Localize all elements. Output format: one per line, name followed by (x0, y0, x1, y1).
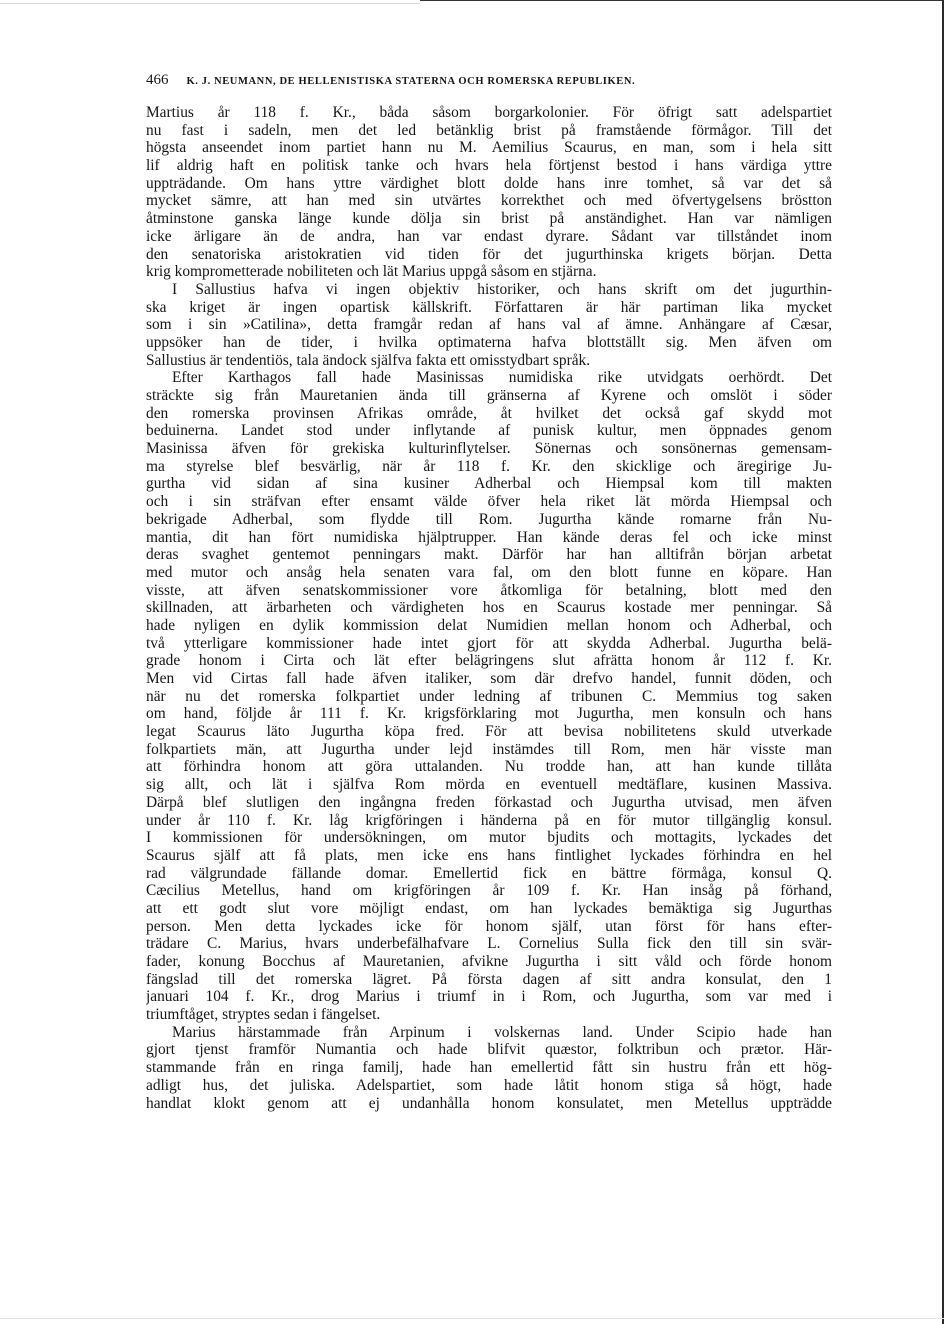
text-line: mycket sämre, att han med sin utvärtes korrekthet och med öfvertygelsens bröstton (146, 192, 832, 210)
text-line: mantia, dit han fört numidiska hjälptrupper. Han kände deras fel och icke minst (146, 528, 832, 546)
text-line: trädare C. Marius, hvars underbefälhafvare L. Cornelius Sulla fick den till sin svär- (146, 935, 832, 953)
text-line: gjort tjenst framför Numantia och hade blifvit quæstor, folktribun och prætor. Här- (146, 1041, 832, 1059)
text-line: fängslad till det romerska lägret. På första dagen af sitt andra konsulat, den 1 (146, 970, 832, 988)
text-line: fader, konung Bocchus af Mauretanien, afvikne Jugurtha i sitt våld och förde honom (146, 953, 832, 970)
text-line: nu fast i sadeln, men det led betänklig brist på framstående förmågor. Till det (146, 121, 832, 139)
text-line: högsta anseendet inom partiet hann nu M. Aemilius Scaurus, en man, som i hela sitt (146, 139, 832, 157)
text-line: Scaurus själf att få plats, men icke ens hans fintlighet lyckades förhindra en hel (146, 846, 832, 864)
text-line: legat Scaurus läto Jugurtha köpa fred. För att bevisa nobilitetens skuld utverkade (146, 723, 832, 741)
text-line: ma styrelse blef besvärlig, när år 118 f. Kr. den skicklige och äregirige Ju- (146, 457, 832, 475)
text-line: att förhindra honom att göra uttalanden. Nu trodde han, att han kunde tillåta (146, 758, 832, 776)
scan-line (0, 3, 420, 4)
text-line: och i sin sträfvan efter ensamt välde öfver hela riket lät mörda Hiempsal och (146, 493, 832, 511)
text-line: triumftåget, stryptes sedan i fängelset. (146, 1006, 381, 1024)
scan-edge-bottom (0, 1318, 944, 1319)
running-head: K. J. NEUMANN, DE HELLENISTISKA STATERNA OCH ROMERSKA REPUBLIKEN. (186, 76, 636, 87)
text-line: folkpartiets män, att Jugurtha under lejd instämdes till Rom, men här visste man (146, 740, 832, 758)
text-line: grade honom i Cirta och lät efter belägringens slut afrätta honom år 112 f. Kr. (146, 652, 832, 670)
text-line: om hand, följde år 111 f. Kr. krigsförklaring mot Jugurtha, men konsuln och hans (146, 705, 832, 723)
text-line: I Sallustius hafva vi ingen objektiv historiker, och hans skrift om det jugurthin- (172, 280, 832, 298)
page-number: 466 (146, 72, 169, 88)
text-line: att ett godt slut vore möjligt endast, om han lyckades bemäktiga sig Jugurthas (146, 899, 832, 917)
scan-line (420, 0, 944, 1)
text-line: åtminstone ganska länge kunde dölja sin brist på anständighet. Han var nämligen (146, 210, 832, 228)
text-line: den romerska provinsen Afrikas område, åt hvilket det också gaf skydd mot (146, 404, 832, 422)
text-line: sig allt, och lät i själfva Rom mörda en eventuell medtäflare, kusinen Massiva. (146, 776, 832, 794)
text-line: under år 110 f. Kr. låg krigföringen i händerna på en för mutor tillgänglig konsul. (146, 811, 832, 829)
text-line: som i sin »Catilina», detta framgår redan af hans val af ämne. Anhängare af Cæsar, (146, 316, 832, 334)
text-line: bekrigade Adherbal, som flydde till Rom. Jugurtha kände romarne från Nu- (146, 510, 832, 528)
text-line: Därpå blef slutligen den ingångna freden förkastad och Jugurtha utvisad, men äfven (146, 793, 832, 811)
text-line: beduinerna. Landet stod under inflytande af punisk kultur, men öppnades genom (146, 422, 832, 440)
text-line: Men vid Cirtas fall hade äfven italiker, som där drefvo handel, funnit döden, och (146, 670, 832, 687)
text-line: krig komprometterade nobiliteten och lät Marius uppgå såsom en stjärna. (146, 263, 597, 281)
page-header (146, 72, 832, 90)
text-line: lif aldrig haft en politisk tanke och hvars hela förtjenst bestod i hans värdiga yttre (146, 157, 832, 175)
text-line: deras svaghet gentemot penningars makt. Därför har han alltifrån början arbetat (146, 546, 832, 564)
text-line: Sallustius är tendentiös, tala ändock själfva fakta ett omisstydbart språk. (146, 351, 591, 369)
text-line: skillnaden, att ärbarheten och värdigheten hos en Scaurus kostade mer penningar. Så (146, 599, 832, 617)
text-line: gurtha vid sidan af sina kusiner Adherbal och Hiempsal kom till makten (146, 475, 832, 493)
text-line: hade nyligen en dylik kommission delat Numidien mellan honom och Adherbal, och (146, 616, 832, 634)
text-line: handlat klokt genom att ej undanhålla honom konsulatet, men Metellus uppträdde (146, 1094, 832, 1112)
text-line: stammande från en ringa familj, hade han emellertid fått sin hustru från ett hög- (146, 1059, 832, 1077)
text-line: Cæcilius Metellus, hand om krigföringen år 109 f. Kr. Han insåg på förhand, (146, 882, 832, 900)
text-line: två ytterligare kommissioner hade intet gjort för att skydda Adherbal. Jugurtha belä- (146, 634, 832, 652)
text-line: Martius år 118 f. Kr., båda såsom borgarkolonier. För öfrigt satt adelspartiet (146, 104, 832, 121)
text-line: när nu det romerska folkpartiet under ledning af tribunen C. Memmius tog saken (146, 687, 832, 705)
text-line: sträckte sig från Mauretanien ända till gränserna af Kyrene och omslöt i söder (146, 387, 832, 404)
text-line: ska kriget är ingen opartisk källskrift. Författaren är här partiman lika mycket (146, 298, 832, 316)
text-line: rad välgrundade fällande domar. Emellertid fick en bättre förmåga, konsul Q. (146, 864, 832, 882)
scan-edge-top (0, 0, 944, 6)
text-line: adligt hus, det juliska. Adelspartiet, som hade låtit honom stiga så högt, hade (146, 1076, 832, 1094)
text-line: uppsöker han de tider, i hvilka optimaterna hafva blottställt sig. Men äfven om (146, 333, 832, 351)
text-line: I kommissionen för undersökningen, om mutor bjudits och mottagits, lyckades det (146, 829, 832, 847)
text-line: icke ärligare än de andra, han var endast dyrare. Sådant var tillståndet inom (146, 227, 832, 245)
text-line: med mutor och ansåg hela senaten vara fal, om den blott funne en köpare. Han (146, 563, 832, 581)
text-line: den senatoriska aristokratien vid tiden för det jugurthinska krigets början. Detta (146, 245, 832, 263)
text-line: Efter Karthagos fall hade Masinissas numidiska rike utvidgats oerhördt. Det (172, 369, 832, 387)
body-text (146, 104, 832, 1112)
text-line: uppträdande. Om hans yttre värdighet blott dolde hans inre tomhet, så var det så (146, 174, 832, 192)
text-line: Marius härstammade från Arpinum i volskernas land. Under Scipio hade han (172, 1023, 832, 1041)
text-line: Masinissa äfven för grekiska kulturinflytelser. Sönernas och sonsönernas gemensam- (146, 440, 832, 458)
text-line: januari 104 f. Kr., drog Marius i triumf in i Rom, och Jugurtha, som var med i (146, 988, 832, 1006)
text-line: visste, att äfven senatskommissioner vore åtkomliga för betalning, blott med den (146, 581, 832, 599)
text-line: person. Men detta lyckades icke för honom själf, utan först för hans efter- (146, 917, 832, 935)
